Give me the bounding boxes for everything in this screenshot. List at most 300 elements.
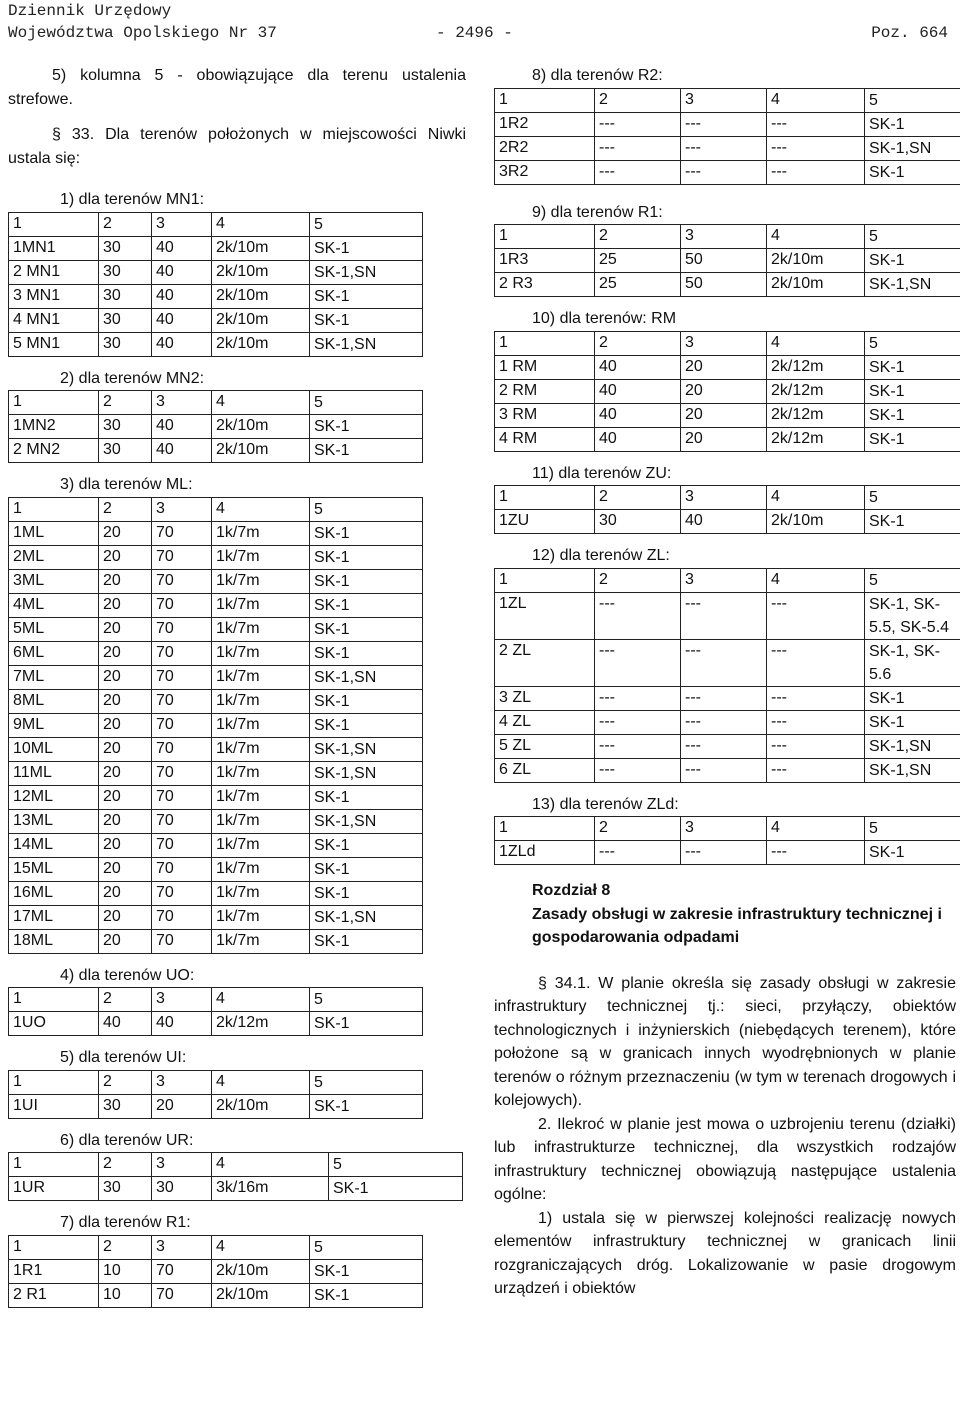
table-cell: 2 R3 [495,273,595,297]
table-cell: SK-1 [310,617,423,641]
table-cell: 4ML [9,593,99,617]
table-cell: 1UR [9,1177,99,1201]
zoning-section [494,793,956,866]
table-cell: 40 [152,332,212,356]
table-cell: 1MN2 [9,415,99,439]
table-row [9,332,423,356]
table-cell: 2 R1 [9,1283,99,1307]
table-cell: 2k/10m [767,249,865,273]
zoning-section [494,201,956,298]
table-header-row [495,486,960,510]
table-cell: 14ML [9,833,99,857]
table-cell: 20 [99,665,152,689]
table-cell: 10 [99,1259,152,1283]
table-header-row [495,88,960,112]
table-row [9,569,423,593]
table-cell: 3 [681,817,767,841]
table-cell: 1ML [9,521,99,545]
table-cell: 2k/12m [212,1012,310,1036]
zoning-table [494,485,960,534]
table-cell: SK-1,SN [865,758,960,782]
table-cell: 50 [681,273,767,297]
table-header-row [495,568,960,592]
table-row [9,308,423,332]
table-cell: 40 [152,284,212,308]
table-row [495,639,960,686]
table-cell: 70 [152,1283,212,1307]
section-title: 8) dla terenów R2: [532,67,663,84]
table-cell: 3 [681,88,767,112]
section-title: 3) dla terenów ML: [60,476,193,493]
table-cell: --- [595,112,681,136]
table-cell: 4 [212,988,310,1012]
table-cell: --- [767,639,865,686]
table-cell: SK-1,SN [310,761,423,785]
table-cell: 2 [595,88,681,112]
section-title: 10) dla terenów: RM [532,310,677,327]
table-cell: 50 [681,249,767,273]
table-cell: 4 ZL [495,710,595,734]
table-row [9,713,423,737]
table-cell: 1k/7m [212,545,310,569]
table-cell: 70 [152,617,212,641]
table-cell: 20 [99,737,152,761]
table-cell: 1k/7m [212,569,310,593]
table-row [495,841,960,865]
table-cell: --- [681,686,767,710]
table-row [495,734,960,758]
table-cell: 2 [99,1070,152,1094]
table-cell: 70 [152,905,212,929]
table-cell: --- [595,639,681,686]
section-title: 2) dla terenów MN2: [60,369,205,387]
table-cell: 3 ZL [495,686,595,710]
table-cell: 4 [212,1070,310,1094]
table-row [9,260,423,284]
table-cell: 2 [99,1235,152,1259]
table-cell: 1ZU [495,510,595,534]
zoning-section [8,188,466,357]
table-cell: 3 [152,391,212,415]
zoning-table [494,816,960,865]
table-cell: 70 [152,689,212,713]
table-cell: 1k/7m [212,593,310,617]
table-cell: SK-1, SK-5.6 [865,639,960,686]
table-cell: SK-1 [865,710,960,734]
table-cell: 5 [865,817,960,841]
left-sections [8,188,466,1308]
table-cell: --- [681,592,767,639]
issuer: Województwa Opolskiego Nr 37 [8,24,277,42]
table-cell: 1UI [9,1094,99,1118]
table-cell: 5 [310,497,423,521]
table-cell: 70 [152,665,212,689]
chapter-title: Zasady obsługi w zakresie infrastruktury technicznej i gospodarowania odpadami [532,905,942,946]
table-cell: SK-1 [310,1259,423,1283]
table-cell: 20 [681,379,767,403]
table-cell: --- [595,710,681,734]
table-cell: 6 ZL [495,758,595,782]
table-cell: 4 [767,88,865,112]
table-row [9,737,423,761]
table-cell: --- [767,112,865,136]
table-cell: 3 MN1 [9,284,99,308]
table-cell: 4 [212,1235,310,1259]
table-cell: 2k/10m [212,260,310,284]
table-cell: 2k/10m [212,332,310,356]
table-cell: 40 [152,236,212,260]
table-row [9,905,423,929]
publication-name: Dziennik Urzędowy [8,2,172,20]
table-cell: SK-1 [310,713,423,737]
table-cell: --- [767,136,865,160]
table-cell: 2 [99,212,152,236]
table-cell: SK-1 [310,593,423,617]
table-cell: 4 [767,817,865,841]
table-cell: 12ML [9,785,99,809]
table-cell: 70 [152,833,212,857]
zoning-table [8,1152,463,1201]
paragraph-34-2-1: 1) ustala się w pierwszej kolejności realizację nowych elementów infrastruktury technicznej w granicach linii rozgraniczających dróg. Lokalizowanie w pasie drogowym urządzeń i obiektów [494,1209,956,1297]
table-cell: 70 [152,785,212,809]
table-cell: SK-1 [310,1094,423,1118]
table-cell: 30 [99,332,152,356]
table-cell: 1R3 [495,249,595,273]
table-cell: --- [595,592,681,639]
table-row [9,284,423,308]
table-cell: 3 [152,1235,212,1259]
table-cell: SK-1 [865,841,960,865]
section-title: 11) dla terenów ZU: [532,464,672,482]
table-cell: 2 [595,817,681,841]
zoning-section [8,473,466,954]
table-cell: 1 [9,1070,99,1094]
table-cell: 20 [99,593,152,617]
table-cell: 1 [9,988,99,1012]
table-cell: 30 [99,284,152,308]
table-header-row [495,225,960,249]
table-row [9,665,423,689]
table-cell: 40 [152,415,212,439]
table-cell: 20 [99,905,152,929]
table-cell: 25 [595,273,681,297]
table-cell: SK-1 [310,236,423,260]
table-row [495,403,960,427]
table-cell: 2k/12m [767,427,865,451]
table-cell: 30 [152,1177,212,1201]
table-cell: 4 [767,225,865,249]
table-row [9,641,423,665]
zoning-table [8,212,423,357]
zoning-table [8,390,423,463]
table-cell: 25 [595,249,681,273]
table-cell: --- [681,734,767,758]
table-cell: 70 [152,1259,212,1283]
table-cell: 2k/10m [212,236,310,260]
table-row [9,593,423,617]
table-cell: SK-1 [310,569,423,593]
table-cell: 2 [99,391,152,415]
table-cell: 1 [9,391,99,415]
table-cell: 2 RM [495,379,595,403]
table-cell: SK-1 [310,1012,423,1036]
page-header [8,0,948,44]
zoning-section [8,964,466,1037]
zoning-section [8,1129,466,1202]
table-cell: 2k/12m [767,379,865,403]
table-cell: SK-1 [310,641,423,665]
table-cell: 20 [681,355,767,379]
table-cell: 5 [865,331,960,355]
table-cell: --- [595,136,681,160]
table-cell: SK-1 [310,833,423,857]
table-cell: 3 [152,1153,212,1177]
table-cell: 40 [152,308,212,332]
table-row [495,273,960,297]
table-cell: 20 [152,1094,212,1118]
table-row [9,881,423,905]
table-cell: 5 [865,568,960,592]
table-cell: SK-1 [865,686,960,710]
table-cell: SK-1,SN [310,737,423,761]
section-title: 9) dla terenów R1: [532,203,663,221]
table-cell: 13ML [9,809,99,833]
table-cell: SK-1,SN [310,665,423,689]
table-cell: SK-1,SN [310,260,423,284]
table-header-row [495,331,960,355]
table-cell: 5 ZL [495,734,595,758]
intro-text: 5) kolumna 5 - obowiązujące dla terenu ustalenia strefowe. [8,67,466,108]
table-cell: --- [595,758,681,782]
table-cell: 3 [152,212,212,236]
table-cell: --- [595,734,681,758]
table-cell: 40 [595,379,681,403]
table-header-row [9,1235,423,1259]
table-cell: 40 [595,403,681,427]
table-cell: 20 [99,713,152,737]
zoning-table [494,88,960,185]
table-cell: 7ML [9,665,99,689]
section-title: 1) dla terenów MN1: [60,191,205,208]
table-cell: 30 [99,1094,152,1118]
table-cell: --- [681,758,767,782]
table-cell: 2k/10m [212,284,310,308]
table-cell: 40 [681,510,767,534]
table-cell: 20 [99,569,152,593]
table-cell: 1 RM [495,355,595,379]
page-number: - 2496 - [436,24,513,42]
table-cell: 4 [212,1153,329,1177]
table-row [495,112,960,136]
section-33-paragraph: § 33. Dla terenów położonych w miejscowości Niwki ustala się: [8,126,466,167]
table-cell: 16ML [9,881,99,905]
table-cell: 10ML [9,737,99,761]
table-cell: 3 [152,1070,212,1094]
table-row [495,510,960,534]
table-header-row [9,1070,423,1094]
table-row [9,1094,423,1118]
zoning-table [8,497,423,954]
header-row [8,22,948,44]
zoning-section [494,64,956,185]
table-cell: 1 [495,331,595,355]
table-cell: SK-1 [310,521,423,545]
table-cell: --- [595,686,681,710]
table-cell: 2k/10m [212,415,310,439]
table-cell: 70 [152,737,212,761]
table-cell: SK-1,SN [310,905,423,929]
table-cell: 30 [99,439,152,463]
table-row [9,689,423,713]
table-cell: 5ML [9,617,99,641]
table-cell: --- [681,112,767,136]
table-cell: 70 [152,569,212,593]
zoning-section [8,1211,466,1308]
table-cell: 2k/10m [212,1094,310,1118]
table-cell: 40 [595,355,681,379]
table-cell: --- [681,710,767,734]
table-cell: 20 [99,689,152,713]
table-cell: 40 [152,260,212,284]
zoning-section [494,307,956,452]
table-cell: 2k/10m [767,510,865,534]
table-cell: 70 [152,761,212,785]
table-cell: --- [681,160,767,184]
table-cell: 1k/7m [212,761,310,785]
table-cell: --- [767,160,865,184]
table-cell: --- [595,841,681,865]
table-row [9,833,423,857]
table-row [9,857,423,881]
table-cell: 1k/7m [212,665,310,689]
table-cell: 20 [99,617,152,641]
table-cell: 30 [99,308,152,332]
table-cell: 2k/10m [212,1283,310,1307]
table-cell: 4 [212,391,310,415]
table-cell: 3R2 [495,160,595,184]
table-cell: --- [767,734,865,758]
table-cell: 1k/7m [212,785,310,809]
zoning-table [494,224,960,297]
table-cell: 1 [9,497,99,521]
table-row [495,249,960,273]
table-cell: SK-1,SN [310,809,423,833]
section-title: 7) dla terenów R1: [60,1214,191,1231]
table-header-row [9,988,423,1012]
table-row [9,785,423,809]
table-cell: 20 [99,785,152,809]
table-cell: 5 [310,391,423,415]
table-cell: --- [767,841,865,865]
table-cell: SK-1 [310,284,423,308]
table-cell: 20 [99,545,152,569]
table-cell: 9ML [9,713,99,737]
table-cell: 5 [310,988,423,1012]
table-cell: 30 [99,1177,152,1201]
table-row [9,545,423,569]
table-row [9,1012,423,1036]
section-title: 5) dla terenów UI: [60,1049,187,1066]
table-cell: 2 MN2 [9,439,99,463]
table-cell: 1MN1 [9,236,99,260]
table-cell: 1ZLd [495,841,595,865]
table-cell: SK-1 [865,510,960,534]
table-row [495,427,960,451]
table-cell: 3 [681,486,767,510]
table-cell: 4 [767,331,865,355]
table-cell: 20 [99,761,152,785]
table-cell: 20 [99,641,152,665]
table-cell: 4 [767,568,865,592]
table-cell: 10 [99,1283,152,1307]
table-cell: 20 [99,881,152,905]
table-cell: 3 RM [495,403,595,427]
zoning-section [8,367,466,464]
table-cell: 70 [152,641,212,665]
table-header-row [9,212,423,236]
table-cell: 3 [681,568,767,592]
table-cell: 2 [595,225,681,249]
section-title: 4) dla terenów UO: [60,966,195,984]
table-cell: 1k/7m [212,689,310,713]
table-cell: 2R2 [495,136,595,160]
table-cell: 20 [99,521,152,545]
table-cell: 5 MN1 [9,332,99,356]
table-cell: 1UO [9,1012,99,1036]
table-cell: 1k/7m [212,929,310,953]
table-cell: 1R2 [495,112,595,136]
table-cell: 1k/7m [212,641,310,665]
table-row [495,686,960,710]
table-cell: 2 [595,568,681,592]
table-cell: 2k/12m [767,403,865,427]
table-cell: 3 [681,331,767,355]
table-cell: 8ML [9,689,99,713]
zoning-section [8,1046,466,1119]
table-cell: 3k/16m [212,1177,329,1201]
table-cell: 3 [152,988,212,1012]
table-cell: SK-1 [865,160,960,184]
zoning-table [8,1070,423,1119]
table-row [495,710,960,734]
table-cell: 1 [495,568,595,592]
table-cell: 2 ZL [495,639,595,686]
table-cell: 1 [495,225,595,249]
table-cell: SK-1 [310,857,423,881]
table-cell: 5 [865,486,960,510]
table-cell: 6ML [9,641,99,665]
table-row [9,1283,423,1307]
section-title: 12) dla terenów ZL: [532,547,670,564]
table-cell: 4 RM [495,427,595,451]
table-row [9,236,423,260]
table-cell: 70 [152,713,212,737]
table-cell: SK-1 [310,785,423,809]
table-header-row [9,497,423,521]
table-cell: 30 [99,415,152,439]
table-cell: SK-1 [329,1177,463,1201]
table-cell: SK-1 [865,427,960,451]
table-row [495,160,960,184]
table-cell: 1 [9,1235,99,1259]
table-cell: 40 [152,1012,212,1036]
table-cell: 70 [152,929,212,953]
table-cell: 3 [152,497,212,521]
table-cell: --- [681,136,767,160]
table-cell: 20 [681,427,767,451]
table-cell: 20 [99,833,152,857]
table-cell: --- [767,592,865,639]
